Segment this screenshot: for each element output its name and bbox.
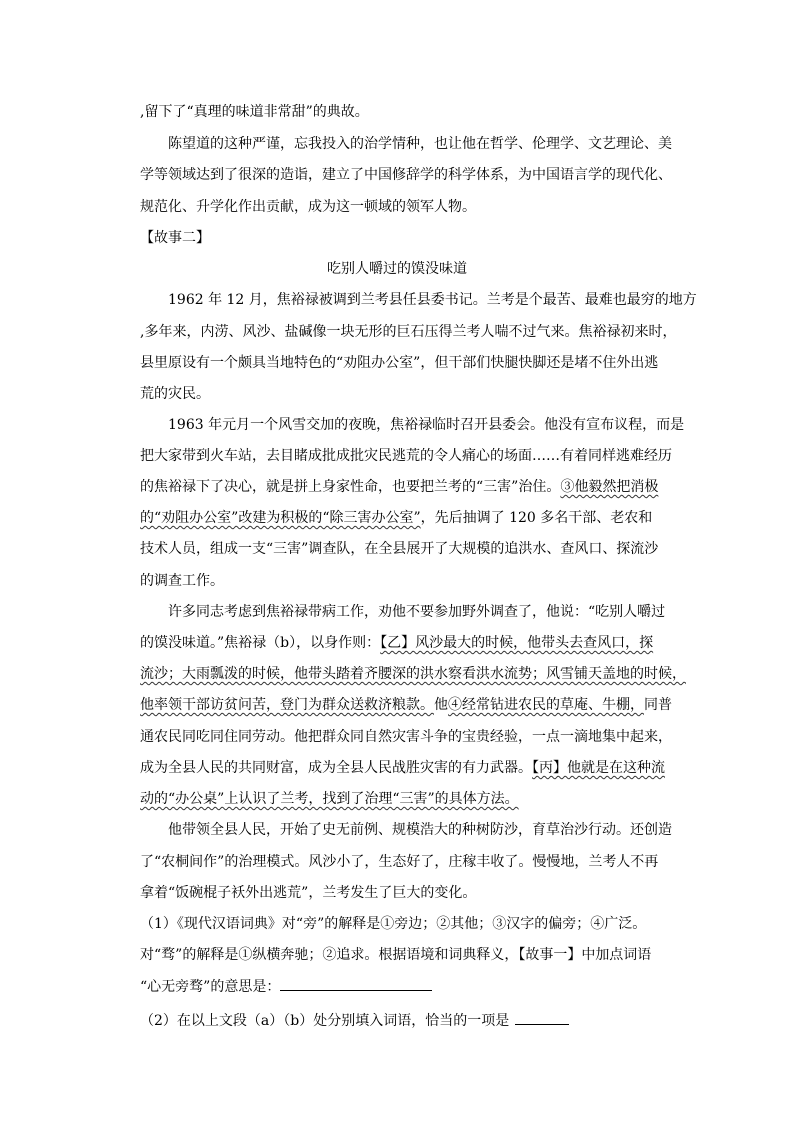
paragraph-line xyxy=(140,664,686,684)
paragraph-line: 通农民同吃同住同劳动。他把群众同自然灾害斗争的宝贵经验，一点一滴地集中起来， xyxy=(140,729,672,745)
paragraph-line xyxy=(140,695,672,715)
paragraph-line: 荒的灾民。 xyxy=(140,386,210,402)
story-title: 吃别人嚼过的馍没味道 xyxy=(327,261,467,277)
paragraph-line: 1963 年元月一个风雪交加的夜晚，焦裕禄临时召开县委会。他没有宣布议程，而是 xyxy=(168,417,685,433)
paragraph-line: ,留下了“真理的味道非常甜”的典故。 xyxy=(140,104,369,120)
paragraph-line: 县里原设有一个颇具当地特色的“劝阻办公室”，但干部们快腿快脚还是堵不住外出逃 xyxy=(140,355,659,371)
paragraph-line: 规范化、升学化作出贡献，成为这一顿域的领军人物。 xyxy=(140,199,476,215)
question-line: （1）《现代汉语词典》对“旁”的解释是①旁边；②其他；③汉字的偏旁；④广泛。 xyxy=(140,916,647,932)
paragraph-line xyxy=(140,633,653,653)
paragraph-line xyxy=(140,789,519,809)
wavy-underlined-text: 的“劝阻办公室”改建为积极的“除三害办公室” xyxy=(140,510,421,526)
wavy-underlined-text: ④经常钻进农民的草庵、牛棚， xyxy=(448,697,644,713)
paragraph-line xyxy=(140,758,665,778)
section-heading: 【故事二】 xyxy=(140,230,210,246)
paragraph-line: 拿着“饭碗棍子袄外出逃荒”，兰考发生了巨大的变化。 xyxy=(140,885,477,901)
wavy-underlined-text: 动的“办公桌”上认识了兰考，找到了治理“三害”的具体方法。 xyxy=(140,791,519,807)
paragraph-line: 陈望道的这种严谨，忘我投入的治学情种，也让他在哲学、伦理学、文艺理论、美 xyxy=(168,136,672,152)
paragraph-line xyxy=(140,477,658,497)
paragraph-line: 学等领域达到了很深的造诣，建立了中国修辞学的科学体系，为中国语言学的现代化、 xyxy=(140,167,672,183)
question-line: 对“骛”的解释是①纵横奔驰；②追求。根据语境和词典释义，【故事一】中加点词语 xyxy=(140,947,652,963)
line-text: 的馍没味道。”焦裕禄（b），以身作则： xyxy=(140,635,381,651)
wavy-underlined-text: 【乙】风沙最大的时候，他带头去查风口，探 xyxy=(380,635,654,651)
paragraph-line: 的调查工作。 xyxy=(140,573,224,589)
line-text: 他 xyxy=(434,697,448,713)
paragraph-line: ,多年来，内涝、风沙、盐碱像一块无形的巨石压得兰考人喘不过气来。焦裕禄初来时， xyxy=(140,324,677,340)
answer-blank[interactable] xyxy=(515,1010,569,1025)
line-text: ，先后抽调了 120 多名干部、老农和 xyxy=(420,510,653,526)
paragraph-line xyxy=(140,508,652,528)
paragraph-line: 1962 年 12 月，焦裕禄被调到兰考县任县委书记。兰考是个最苦、最难也最穷的地方 xyxy=(168,292,697,308)
paragraph-line: 他带领全县人民，开始了史无前例、规模浩大的种树防沙，育草治沙行动。还创造 xyxy=(168,822,672,838)
wavy-underlined-text: 他率领干部访贫问苦，登门为群众送救济粮款。 xyxy=(140,697,434,713)
wavy-underlined-text: 【丙】他就是在这种流 xyxy=(532,760,665,776)
paragraph-line: 把大家带到火车站，去目睹成批成批灾民逃荒的令人痛心的场面……有着同样逃难经历 xyxy=(140,448,672,464)
line-text: 的焦裕禄下了决心，就是拼上身家性命，也要把兰考的“三害”治住。 xyxy=(140,479,561,495)
question-line xyxy=(140,1010,569,1031)
question-text: “心无旁骛”的意思是： xyxy=(140,979,281,995)
paragraph-line: 许多同志考虑到焦裕禄带病工作，劝他不要参加野外调查了，他说：“吃别人嚼过 xyxy=(168,604,666,620)
wavy-underlined-text: 流沙；大雨瓢泼的时候，他带头踏着齐腰深的洪水察看洪水流势；风雪铺天盖地的时候， xyxy=(140,666,686,682)
question-line xyxy=(140,976,432,997)
wavy-underlined-text: ③他毅然把消极 xyxy=(560,479,659,495)
answer-blank[interactable] xyxy=(280,976,432,991)
line-text: 同普 xyxy=(644,697,672,713)
line-text: 成为全县人民的共同财富，成为全县人民战胜灾害的有力武器。 xyxy=(140,760,532,776)
paragraph-line: 了“农桐间作”的治理模式。风沙小了，生态好了，庄稼丰收了。慢慢地，兰考人不再 xyxy=(140,854,659,870)
question-text: （2）在以上文段（a）（b）处分别填入词语，恰当的一项是 xyxy=(140,1013,510,1029)
paragraph-line: 技术人员，组成一支“三害”调查队，在全县展开了大规模的追洪水、查风口、探流沙 xyxy=(140,541,659,557)
